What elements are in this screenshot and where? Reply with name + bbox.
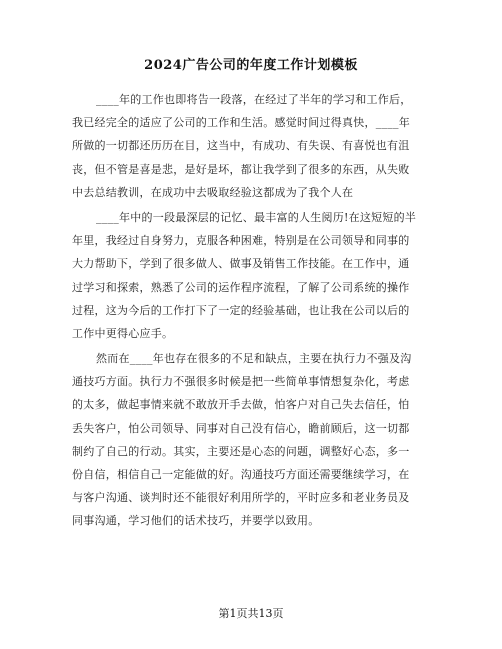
paragraph-line: ____年的工作也即将告一段落，在经过了半年的学习和工作后， (96, 93, 412, 106)
paragraph-line: 年里，我经过自身努力，克服各种困难，特别是在公司领导和同事的 (72, 234, 410, 248)
paragraph-line: 中去总结教训，在成功中去吸取经验这都成为了我个人在 (72, 185, 354, 199)
paragraph-line: 过学习和探索，熟悉了公司的运作程序流程，了解了公司系统的操作 (72, 280, 410, 294)
paragraph-line: 工作中更得心应手。 (72, 326, 174, 340)
paragraph-line: 同事沟通，学习他们的话术技巧，并要学以致用。 (72, 514, 320, 528)
document-body (72, 88, 424, 533)
paragraph-line: 的太多，做起事情来就不敢放开手去做，怕客户对自己失去信任，怕 (72, 398, 410, 412)
page-number-footer: 第1页共13页 (218, 607, 284, 620)
paragraph-line: 过程，这为今后的工作打下了一定的经验基础，也让我在公司以后的 (72, 303, 410, 317)
paragraph-line: 然而在____年也存在很多的不足和缺点，主要在执行力不强及沟 (96, 352, 412, 366)
paragraph-line: 与客户沟通、谈判时还不能很好利用所学的，平时应多和老业务员及 (72, 491, 410, 505)
paragraph-line: 丢失客户，怕公司领导、同事对自己没有信心，瞻前顾后，这一切都 (72, 421, 410, 435)
paragraph-line: 份自信，相信自己一定能做的好。沟通技巧方面还需要继续学习，在 (72, 468, 410, 481)
paragraph-line: 大力帮助下，学到了很多做人、做事及销售工作技能。在工作中，通 (72, 257, 410, 271)
paragraph-line: 我已经完全的适应了公司的工作和生活。感觉时间过得真快，____年 (72, 116, 410, 130)
paragraph-line: 丧，但不管是喜是悲，是好是坏，都让我学到了很多的东西，从失败 (72, 162, 410, 176)
paragraph-line: 制约了自己的行动。其实，主要还是心态的问题，调整好心态，多一 (72, 444, 410, 458)
document-title: 2024广告公司的年度工作计划模板 (144, 58, 358, 73)
paragraph-line: 所做的一切都还历历在目，这当中，有成功、有失误、有喜悦也有沮 (72, 139, 410, 153)
paragraph-line: ____年中的一段最深层的记忆、最丰富的人生阅历!在这短短的半 (96, 210, 417, 224)
paragraph-line: 通技巧方面。执行力不强很多时候是把一些简单事情想复杂化，考虑 (72, 375, 410, 389)
